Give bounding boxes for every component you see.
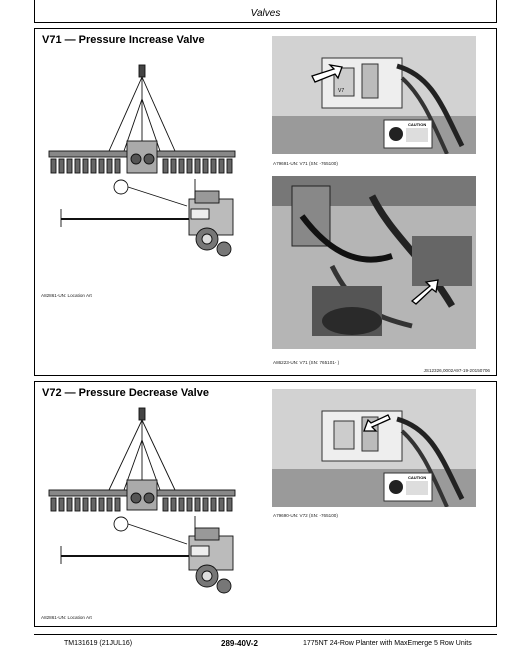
caution-label: CAUTION: [408, 475, 427, 480]
photo-1-caption: A79690-UN: V72 (SN: -765100): [273, 513, 338, 518]
header-title: Valves: [250, 8, 281, 19]
planter-location-diagram: [39, 59, 251, 281]
caution-label: CAUTION: [408, 122, 427, 127]
section-v72: [34, 381, 497, 627]
reference-code: JS12326,0002A97-19-20150706: [423, 368, 490, 373]
photo-2-caption: A86223-UN: V71 (SN: 765101- ): [273, 360, 340, 365]
valve-photo-1: [272, 389, 476, 507]
valve-photo-1: [272, 36, 476, 154]
footer-doc-id: TM131619 (21JUL16): [64, 640, 133, 647]
page-header: [34, 0, 497, 23]
section-title: V71 — Pressure Increase Valve: [42, 34, 205, 46]
planter-location-diagram: [39, 404, 251, 609]
photo-1-caption: A79691-UN: V71 (SN: -765100): [273, 161, 338, 166]
location-caption: A82861-UN: Location Art: [41, 615, 92, 620]
location-caption: A82861-UN: Location Art: [41, 293, 92, 298]
part-number-label: V7: [338, 88, 345, 94]
footer-rule: [34, 634, 497, 635]
footer-model: 1775NT 24-Row Planter with MaxEmerge 5 Row Units: [303, 640, 472, 647]
valve-photo-2: [272, 176, 476, 349]
section-v71: [34, 28, 497, 376]
section-title: V72 — Pressure Decrease Valve: [42, 387, 209, 399]
footer-page-number: 289-40V-2: [221, 639, 258, 648]
